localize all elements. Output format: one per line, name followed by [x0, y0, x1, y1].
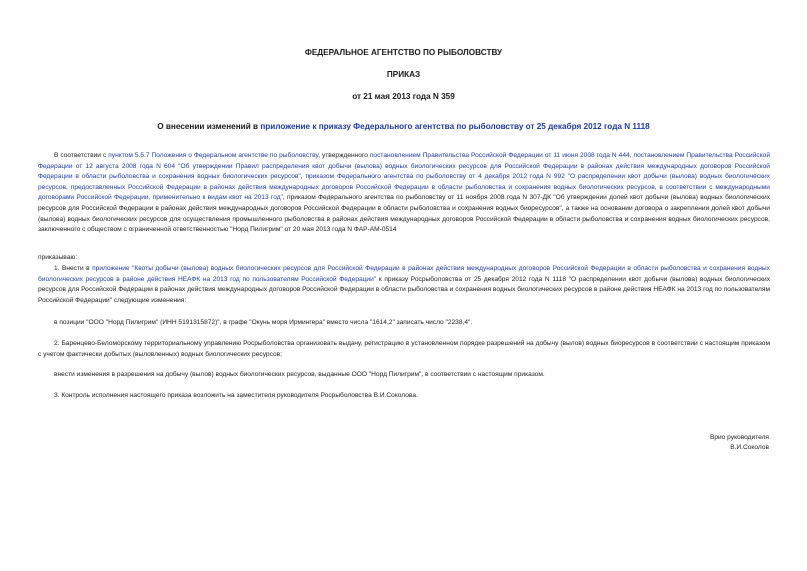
item-1-text-1: 1. Внести в	[54, 265, 93, 272]
preamble-paragraph	[38, 151, 770, 236]
preamble-link-regulation[interactable]: пунктом 5.5.7 Положения о Федеральном агентстве по рыболовству	[108, 152, 319, 159]
item-1-link-appendix[interactable]: приложение "Квоты добычи (вылова) водных биологических ресурсов для Российской Федерации в районах действия международных договоров Российской Федерации в области рыболовства и сохранения водных биологических ресурсов в районе действия НЕАФК на 2013 год по пользователям Российской Федерации"	[38, 265, 770, 283]
preamble-text-2: , утвержденного	[318, 152, 370, 159]
item-1-paragraph	[38, 264, 770, 306]
preamble-link-order-992[interactable]: приказом Федерального агентства по рыболовству от 4 декабря 2012 года N 992 "О распределении квот добычи (вылова) водных биологических ресурсов, предоставленных Российской Федерации в районах действия международных договоров Российской Федерации в области рыболовства и сохранения водных биологических ресурсов, в соответствии с международными договорами Российской Федерации, применительно к видам квот на 2013 год"	[38, 173, 770, 202]
preamble-link-resolution-444[interactable]: постановлением Правительства Российской Федерации от 11 июня 2008 года N 444	[369, 152, 630, 159]
preamble-text-4: ,	[300, 173, 306, 181]
item-2b-paragraph: внести изменения в разрешения на добычу (вылов) водных биологических ресурсов, выданные ООО "Норд Пилигрим", в соответствии с настоящим приказом.	[54, 371, 545, 378]
order-word: приказываю:	[38, 254, 78, 261]
signature-name: В.И.Соколов	[730, 444, 769, 451]
title-link[interactable]: приложение к приказу Федерального агентства по рыболовству от 25 декабря 2012 года N 1118	[260, 122, 650, 131]
doc-date-number: от 21 мая 2013 года N 359	[352, 92, 455, 101]
doc-type: ПРИКАЗ	[386, 70, 421, 79]
preamble-text-3: ,	[629, 152, 634, 159]
preamble-text-1: В соответствии с	[54, 152, 109, 159]
signature-position: Врио руководителя	[709, 434, 769, 441]
title-prefix: О внесении изменений в	[157, 122, 261, 131]
preamble-text-5: , приказом Федерального агентства по рыболовству от 11 ноября 2008 года N 307-ДК "Об утверждении долей квот добычи (вылова) водных биологических ресурсов для Российской Федерации в районах действия международных договоров Российской Федерации в области рыболовства и сохранения водных биоресурсов", а также на основании договора о закреплении долей квот добычи (вылова) водных биологических ресурсов для осуществления промышленного рыболовства в районах действия международных договоров Российской Федерации в области рыболовства и сохранения водных биологических ресурсов, заключенного с обществом с ограниченной ответственностью "Норд Пилигрим" от 20 мая 2013 года N ФАР-АМ-0514	[38, 194, 770, 234]
item-1-text-2: к приказу Росрыболовства от 25 декабря 2012 года N 1118 "О распределении квот добычи (вылова) водных биологических ресурсов для Российской Федерации в районах действия международных договоров Российской Федерации в области рыболовства и сохранения водных биологических ресурсов в районе действия НЕАФК на 2013 год по пользователям Российской Федерации" следующие изменения:	[38, 275, 770, 304]
doc-title	[0, 122, 807, 131]
item-3-paragraph: 3. Контроль исполнения настоящего приказа возложить на заместителя руководителя Росрыболовства В.И.Соколова.	[54, 392, 418, 399]
change-1-paragraph: в позиции "ООО "Норд Пилигрим" (ИНН 5191315872)", в графе "Окунь моря Ирмингера" вместо числа "1614,2" записать число "2238,4".	[54, 319, 473, 326]
agency-name: ФЕДЕРАЛЬНОЕ АГЕНТСТВО ПО РЫБОЛОВСТВУ	[304, 48, 503, 57]
item-2-paragraph: 2. Баренцево-Беломорскому территориальному управлению Росрыболовства организовать выдачу, регистрацию в установленном порядке разрешений на добычу (вылов) водных биоресурсов в соответствии с настоящим приказом с учетом фактически добытых (выловленных) водных биологических ресурсов;	[38, 340, 770, 358]
preamble-link-resolution-604[interactable]: постановлением Правительства Российской Федерации от 12 августа 2008 года N 604 "Об утверждении Правил распределения квот добычи (вылова) водных биологических ресурсов для Российской Федерации в районах действия международных договоров Российской Федерации в области рыболовства и сохранения водных биологических ресурсов"	[38, 152, 770, 181]
